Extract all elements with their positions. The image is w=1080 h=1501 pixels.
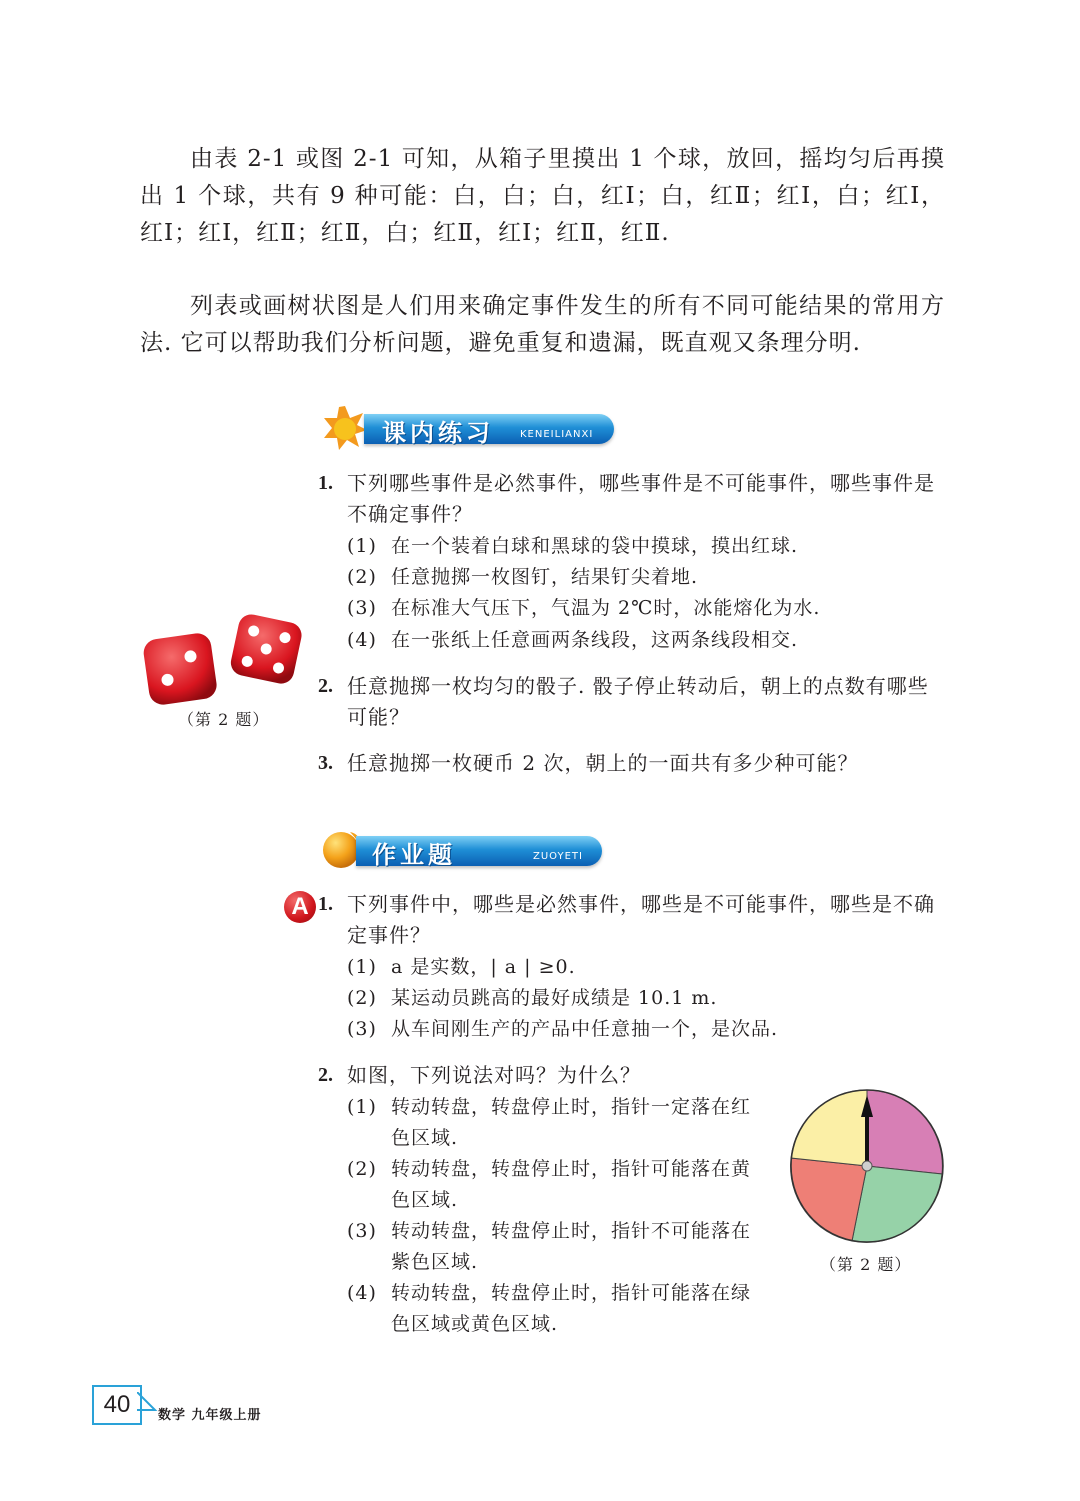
practice-q1-item: (1) 在一个装着白球和黑球的袋中摸球，摸出红球. <box>347 535 799 557</box>
level-a-badge: A <box>284 891 316 923</box>
spinner-green-region <box>852 1166 942 1242</box>
homework-q1-item: (1) a 是实数，| a | ≥0. <box>347 956 576 978</box>
spinner-caption: （第 2 题） <box>820 1255 912 1274</box>
homework-q2-item: (4) 转动转盘，转盘停止时，指针可能落在绿 色区域或黄色区域. <box>347 1282 752 1335</box>
intro-paragraph-2: 列表或画树状图是人们用来确定事件发生的所有不同可能结果的常用方法. 它可以帮助我们分析问题，避免重复和遗漏，既直观又条理分明. <box>140 293 945 356</box>
homework-q1-text: 下列事件中，哪些是必然事件，哪些是不可能事件，哪些是不确定事件？ <box>347 892 935 947</box>
homework-q2-item: (1) 转动转盘，转盘停止时，指针一定落在红 色区域. <box>347 1096 752 1149</box>
practice-q1-item: (4) 在一张纸上任意画两条线段，这两条线段相交. <box>347 629 799 651</box>
page-number: 40 <box>92 1385 142 1425</box>
practice-q2-text: 任意抛掷一枚均匀的骰子. 骰子停止转动后，朝上的点数有哪些可能？ <box>347 674 929 729</box>
spinner-purple-region <box>867 1090 942 1174</box>
spinner-yellow-region <box>791 1090 867 1166</box>
practice-q1-text: 下列哪些事件是必然事件，哪些事件是不可能事件，哪些事件是不确定事件？ <box>347 471 935 526</box>
homework-title: 作业题 <box>372 841 456 869</box>
homework-q1-number: 1. <box>318 893 333 915</box>
homework-q1-item: (3) 从车间刚生产的产品中任意抽一个，是次品. <box>347 1018 779 1040</box>
practice-q3-text: 任意抛掷一枚硬币 2 次，朝上的一面共有多少种可能？ <box>347 751 859 775</box>
practice-q3-number: 3. <box>318 752 333 774</box>
book-title: 数学 九年级上册 <box>158 1408 262 1423</box>
spinner-wheel-icon <box>786 1085 948 1247</box>
homework-subtitle: ZUOYETI <box>533 851 583 862</box>
homework-q1-item: (2) 某运动员跳高的最好成绩是 10.1 m. <box>347 987 718 1009</box>
homework-q2-item: (3) 转动转盘，转盘停止时，指针不可能落在 紫色区域. <box>347 1220 752 1273</box>
practice-q2-number: 2. <box>318 675 333 697</box>
practice-subtitle: KENEILIANXI <box>520 429 594 440</box>
homework-q2-text: 如图，下列说法对吗？为什么？ <box>347 1063 641 1087</box>
practice-q1-item: (2) 任意抛掷一枚图钉，结果钉尖着地. <box>347 566 699 588</box>
intro-paragraph-1: 由表 2-1 或图 2-1 可知，从箱子里摸出 1 个球，放回，摇均匀后再摸出 1 个球，共有 9 种可能：白，白；白，红Ⅰ；白，红Ⅱ；红Ⅰ，白；红Ⅰ，红Ⅰ；红Ⅰ，红Ⅱ；红Ⅱ，白；红Ⅱ，红Ⅰ；红Ⅱ，红Ⅱ. <box>140 146 945 246</box>
practice-q1-item: (3) 在标准大气压下，气温为 2℃时，冰能熔化为水. <box>347 597 821 619</box>
dice-icon <box>138 608 308 708</box>
homework-q2-number: 2. <box>318 1064 333 1086</box>
dice-caption: （第 2 题） <box>178 710 270 729</box>
page-tab-arrow-icon <box>137 1392 159 1418</box>
homework-q2-item: (2) 转动转盘，转盘停止时，指针可能落在黄 色区域. <box>347 1158 752 1211</box>
practice-q1-number: 1. <box>318 472 333 494</box>
sun-star-icon <box>322 405 368 451</box>
practice-title: 课内练习 <box>382 419 494 447</box>
